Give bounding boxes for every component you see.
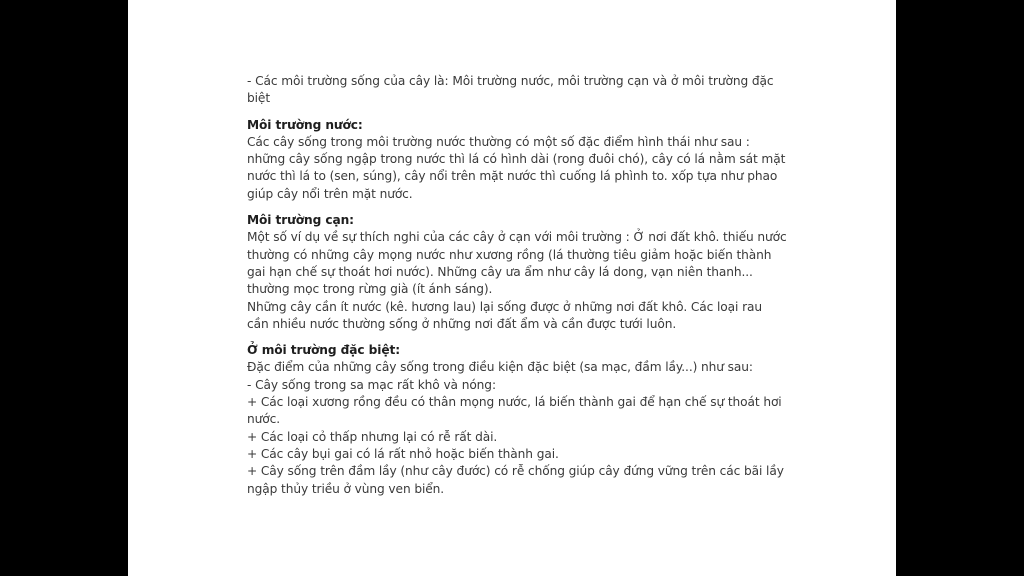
list-item: + Các loại cỏ thấp nhưng lại có rễ rất dài.	[247, 429, 498, 444]
list-item: - Cây sống trong sa mạc rất khô và nóng:	[247, 377, 496, 392]
section-heading: Ở môi trường đặc biệt:	[247, 343, 400, 358]
list-item: + Cây sống trên đầm lầy (như cây đước) có rễ chống giúp cây đứng vững trên các bãi lầy ngập thủy triều ở vùng ven biển.	[247, 464, 784, 496]
section-heading: Môi trường cạn:	[247, 213, 354, 228]
paragraph: Một số ví dụ về sự thích nghi của các cây ở cạn với môi trường : Ở nơi đất khô. thiếu nước thường có những cây mọng nước như xương rồng (lá thường tiêu giảm hoặc biến thành gai hạn chế sự thoát hơi nước). Những cây ưa ẩm như cây lá dong, vạn niên thanh... thường mọc trong rừng già (ít ánh sáng).	[247, 230, 787, 297]
intro-text: - Các môi trường sống của cây là: Môi trường nước, môi trường cạn và ở môi trường đặc biệt	[247, 74, 774, 106]
paragraph: Các cây sống trong môi trường nước thường có một số đặc điểm hình thái như sau : những cây sống ngập trong nước thì lá có hình dài (rong đuôi chó), cây có lá nằm sát mặt nước thì lá to (sen, súng), cây nổi trên mặt nước thì cuống lá phình to. xốp tựa như phao giúp cây nổi trên mặt nước.	[247, 134, 786, 201]
section-special	[247, 342, 787, 498]
paragraph: Đặc điểm của những cây sống trong điều kiện đặc biệt (sa mạc, đầm lầy...) như sau:	[247, 360, 753, 375]
list-item: + Các cây bụi gai có lá rất nhỏ hoặc biến thành gai.	[247, 446, 559, 461]
section-land	[247, 212, 787, 333]
document-page	[128, 0, 896, 576]
section-water	[247, 117, 787, 203]
paragraph: Những cây cần ít nước (kê. hương lau) lại sống được ở những nơi đất khô. Các loại rau cần nhiều nước thường sống ở những nơi đất ẩm và cần được tưới luôn.	[247, 299, 762, 331]
list-item: + Các loại xương rồng đều có thân mọng nước, lá biến thành gai để hạn chế sự thoát hơi nước.	[247, 395, 782, 427]
section-heading: Môi trường nước:	[247, 117, 363, 132]
document-content	[247, 73, 787, 498]
